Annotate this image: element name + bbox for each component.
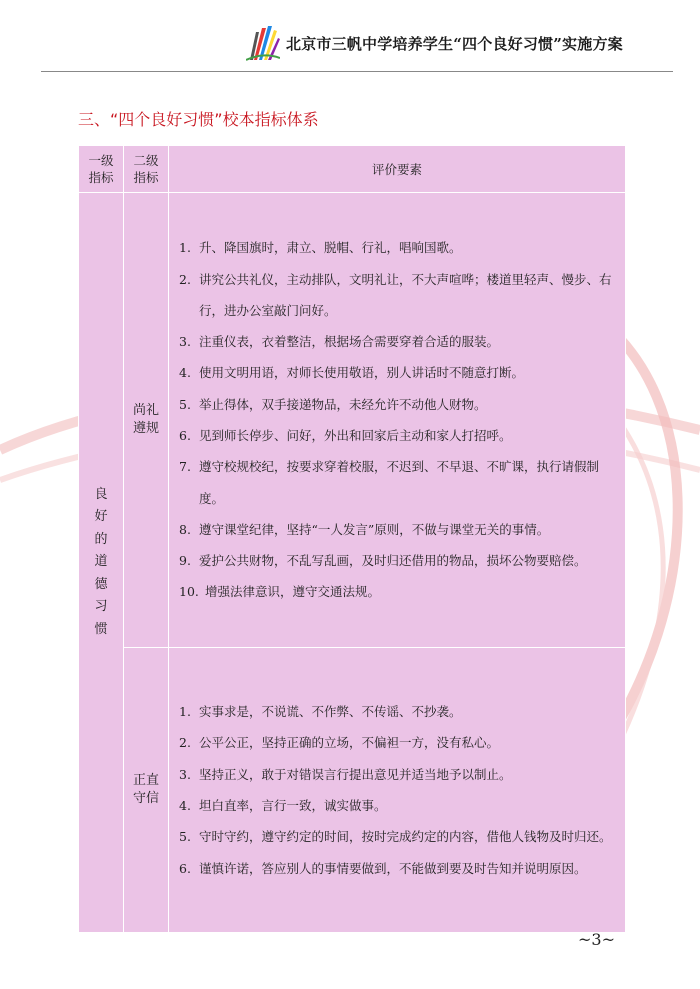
list-item: 10. 增强法律意识，遵守交通法规。 bbox=[179, 584, 381, 600]
list-item: 2. 讲究公共礼仪，主动排队，文明礼让，不大声喧哗；楼道里轻声、慢步、右行，进办公室敲门问好。 bbox=[179, 271, 612, 318]
list-item: 3. 坚持正义，敢于对错误言行提出意见并适当地予以制止。 bbox=[179, 766, 512, 782]
list-item: 7. 遵守校规校纪，按要求穿着校服，不迟到、不早退、不旷课，执行请假制度。 bbox=[179, 459, 600, 506]
header-elements: 评价要素 bbox=[169, 146, 626, 193]
level2-indicator: 尚礼遵规 bbox=[124, 193, 169, 648]
list-item: 6. 见到师长停步、问好，外出和回家后主动和家人打招呼。 bbox=[179, 428, 512, 443]
list-item: 1. 升、降国旗时，肃立、脱帽、行礼，唱响国歌。 bbox=[179, 240, 462, 256]
list-item: 5. 守时守约，遵守约定的时间，按时完成约定的内容，借他人钱物及时归还。 bbox=[179, 829, 612, 845]
list-item: 4. 使用文明用语，对师长使用敬语，别人讲话时不随意打断。 bbox=[179, 365, 525, 381]
level1-indicator: 良 好 的 道 德 习 惯 bbox=[79, 193, 124, 933]
header-level2: 二级指标 bbox=[124, 146, 169, 193]
section-heading: 三、“四个良好习惯”校本指标体系 bbox=[78, 110, 319, 129]
list-item: 6. 谨慎许诺，答应别人的事情要做到，不能做到要及时告知并说明原因。 bbox=[179, 860, 587, 876]
header-level1: 一级指标 bbox=[79, 146, 124, 193]
table-row bbox=[79, 648, 626, 933]
list-item: 9. 爱护公共财物，不乱写乱画，及时归还借用的物品，损坏公物要赔偿。 bbox=[179, 553, 587, 569]
evaluation-elements bbox=[169, 648, 626, 933]
table-row bbox=[79, 193, 626, 648]
indicator-table bbox=[78, 145, 626, 933]
school-logo-icon bbox=[246, 22, 280, 62]
list-item: 3. 注重仪表，衣着整洁，根据场合需要穿着合适的服装。 bbox=[179, 334, 500, 350]
list-item: 8. 遵守课堂纪律，坚持“一人发言”原则，不做与课堂无关的事情。 bbox=[179, 521, 550, 537]
list-item: 4. 坦白直率，言行一致，诚实做事。 bbox=[179, 798, 387, 813]
evaluation-elements bbox=[169, 193, 626, 648]
list-item: 5. 举止得体，双手接递物品，未经允许不动他人财物。 bbox=[179, 396, 487, 412]
level2-indicator: 正直守信 bbox=[124, 648, 169, 933]
table-header-row bbox=[79, 146, 626, 193]
page-number: ~3~ bbox=[578, 930, 615, 949]
page-header bbox=[0, 0, 700, 80]
list-item: 1. 实事求是，不说谎、不作弊、不传谣、不抄袭。 bbox=[179, 704, 462, 720]
header-title: 北京市三帆中学培养学生“四个良好习惯”实施方案 bbox=[286, 35, 623, 53]
header-divider bbox=[41, 71, 673, 72]
list-item: 2. 公平公正，坚持正确的立场，不偏袒一方，没有私心。 bbox=[179, 735, 500, 751]
